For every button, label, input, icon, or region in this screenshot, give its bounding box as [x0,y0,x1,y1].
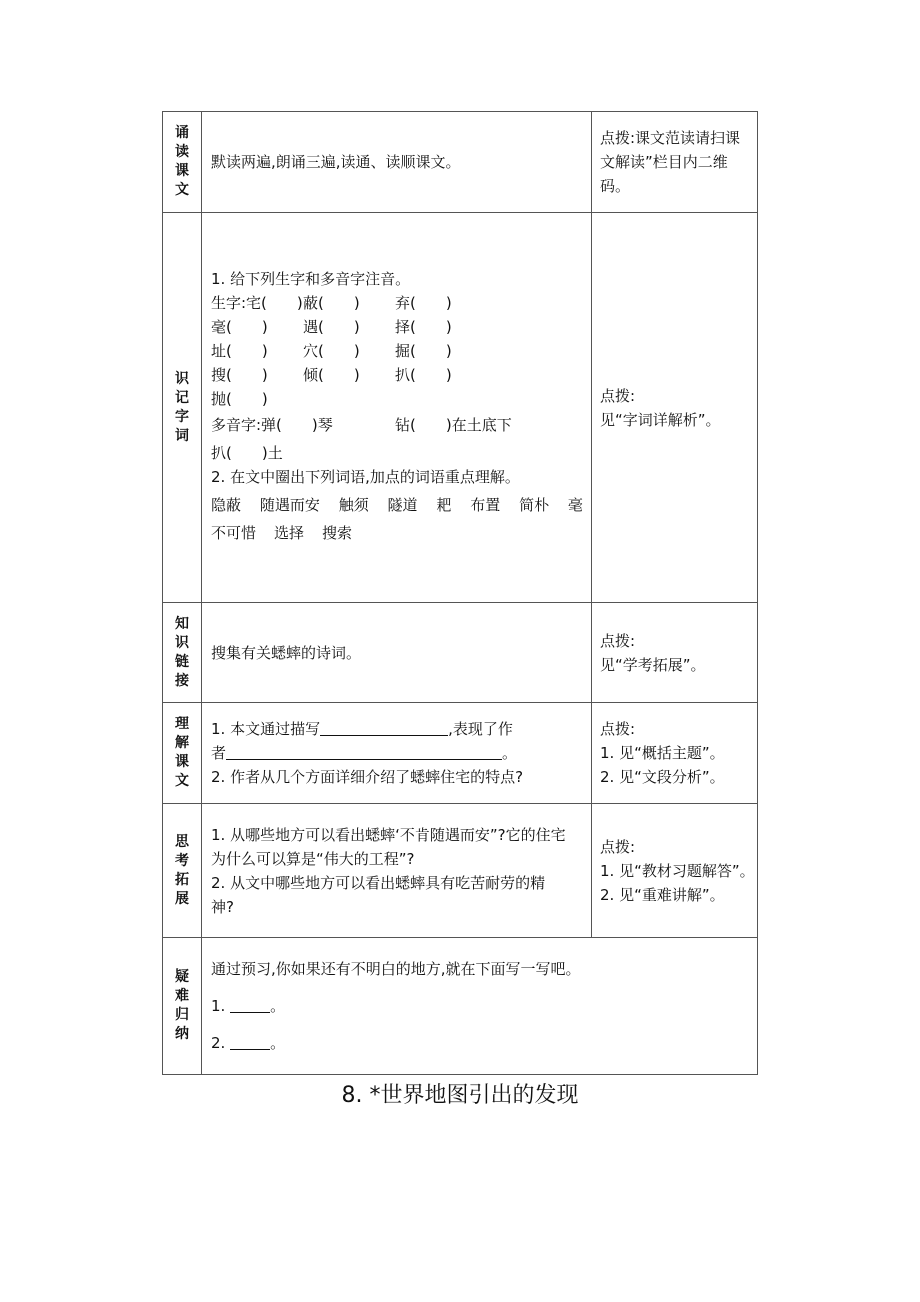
study-table [162,111,758,1075]
tip-text: 1. 见“概括主题”。 [600,744,725,762]
category-label: 思考拓展 [175,833,189,907]
tip-cell [592,804,760,937]
char-item: 遇( ) [303,318,360,336]
table-row [162,938,758,1075]
content-text: ,表现了作 [448,720,513,738]
category-label: 理解课文 [175,716,189,789]
content-text: 1. 本文通过描写 [211,720,321,738]
polyphone-item: 钻( )在土底下 [395,416,512,434]
category-cell [163,804,202,937]
content-cell [202,804,592,937]
fill-line [211,1031,749,1055]
vocab-word: 隧道 [387,496,418,514]
content-text: 。 [502,744,518,762]
answer-blank[interactable] [226,742,502,760]
item-number: 2. [211,1034,226,1052]
tip-text: 2. 见“文段分析”。 [600,768,725,786]
tip-text: 点拨: [600,720,636,738]
tip-text: 文解读”栏目内二维 [600,153,728,171]
content-cell [202,112,592,212]
char-item: 掘( ) [395,342,452,360]
char-item: 址( ) [211,342,268,360]
tip-text: 码。 [600,177,631,195]
char-item: 生字:宅( ) [211,294,303,312]
char-line [211,387,583,411]
vocab-word: 随遇而安 [259,496,320,514]
table-row [162,111,758,213]
tip-cell [592,213,757,602]
category-cell [163,213,202,602]
vocab-word: 不可惜 [211,524,257,542]
fill-line [211,717,583,741]
content-text: 2. 作者从几个方面详细介绍了蟋蟀住宅的特点? [211,768,524,786]
tip-text: 2. 见“重难讲解”。 [600,885,725,904]
lesson-heading: 8. *世界地图引出的发现 [341,1083,579,1108]
vocab-word: 触须 [338,496,369,514]
category-label: 疑难归纳 [175,969,189,1042]
question-text: 1. 给下列生字和多音字注音。 [211,270,411,288]
tip-cell [592,703,757,803]
answer-blank[interactable] [320,718,448,736]
vocab-word: 毫 [567,496,583,514]
char-item: 抛( ) [211,390,268,408]
category-cell [163,703,202,803]
content-text: 为什么可以算是“伟大的工程”? [211,849,415,868]
category-cell [163,112,202,212]
char-line [211,291,583,315]
content-text: 通过预习,你如果还有不明白的地方,就在下面写一写吧。 [211,960,581,978]
char-item: 穴( ) [303,342,360,360]
table-row [162,213,758,603]
char-item: 搜( ) [211,366,268,384]
polyphone-item: 扒( )土 [211,444,283,462]
polyphone-item: 多音字:弹( )琴 [211,416,333,434]
char-item: 弃( ) [395,294,452,312]
category-label: 知识链接 [175,615,189,689]
fill-line [211,994,749,1018]
question-text: 2. 在文中圈出下列词语,加点的词语重点理解。 [211,468,520,486]
content-text: 神? [211,897,234,916]
tip-text: 1. 见“教材习题解答”。 [600,861,755,880]
vocab-word: 隐蔽 [211,496,242,514]
polyphone-line [211,413,583,437]
content-text: 默读两遍,朗诵三遍,读通、读顺课文。 [211,153,461,171]
tip-cell [592,603,757,702]
category-label: 识记字词 [175,370,189,444]
category-cell [163,938,202,1074]
content-text: 搜集有关蟋蟀的诗词。 [211,643,362,662]
fill-line [211,741,583,765]
char-item: 蔽( ) [303,294,360,312]
tip-text: 点拨: [600,386,636,405]
tip-text: 点拨:课文范读请扫课 [600,129,741,147]
char-item: 倾( ) [303,366,360,384]
tip-text: 点拨: [600,837,636,856]
tip-text: 见“学考拓展”。 [600,655,706,674]
tip-cell [592,112,757,212]
content-cell [202,603,592,702]
tip-text: 点拨: [600,631,636,650]
char-line [211,339,583,363]
char-item: 择( ) [395,318,452,336]
content-text: 1. 从哪些地方可以看出蟋蟀‘不肯随遇而安”?它的住宅 [211,825,566,844]
char-item: 毫( ) [211,318,268,336]
content-text: 2. 从文中哪些地方可以看出蟋蟀具有吃苦耐劳的精 [211,873,546,892]
vocab-line [211,493,583,517]
vocab-word: 布置 [470,496,501,514]
content-text: 。 [270,1034,286,1052]
vocab-word: 选择 [274,524,305,542]
char-item: 扒( ) [395,366,452,384]
vocab-word: 简朴 [519,496,550,514]
table-row [162,804,758,938]
content-text: 者 [211,744,227,762]
answer-blank[interactable] [230,1032,270,1050]
vocab-word: 耙 [436,496,452,514]
content-cell [202,703,592,803]
item-number: 1. [211,997,226,1015]
vocab-word: 搜索 [322,524,353,542]
answer-blank[interactable] [230,995,270,1013]
category-cell [163,603,202,702]
tip-text: 见“字词详解析”。 [600,410,721,429]
content-cell [202,213,592,602]
category-label: 诵读课文 [175,125,189,198]
content-text: 。 [270,997,286,1015]
table-row [162,603,758,703]
char-line [211,363,583,387]
vocab-line [211,521,583,545]
content-cell [202,938,757,1074]
char-line [211,315,583,339]
table-row [162,703,758,804]
